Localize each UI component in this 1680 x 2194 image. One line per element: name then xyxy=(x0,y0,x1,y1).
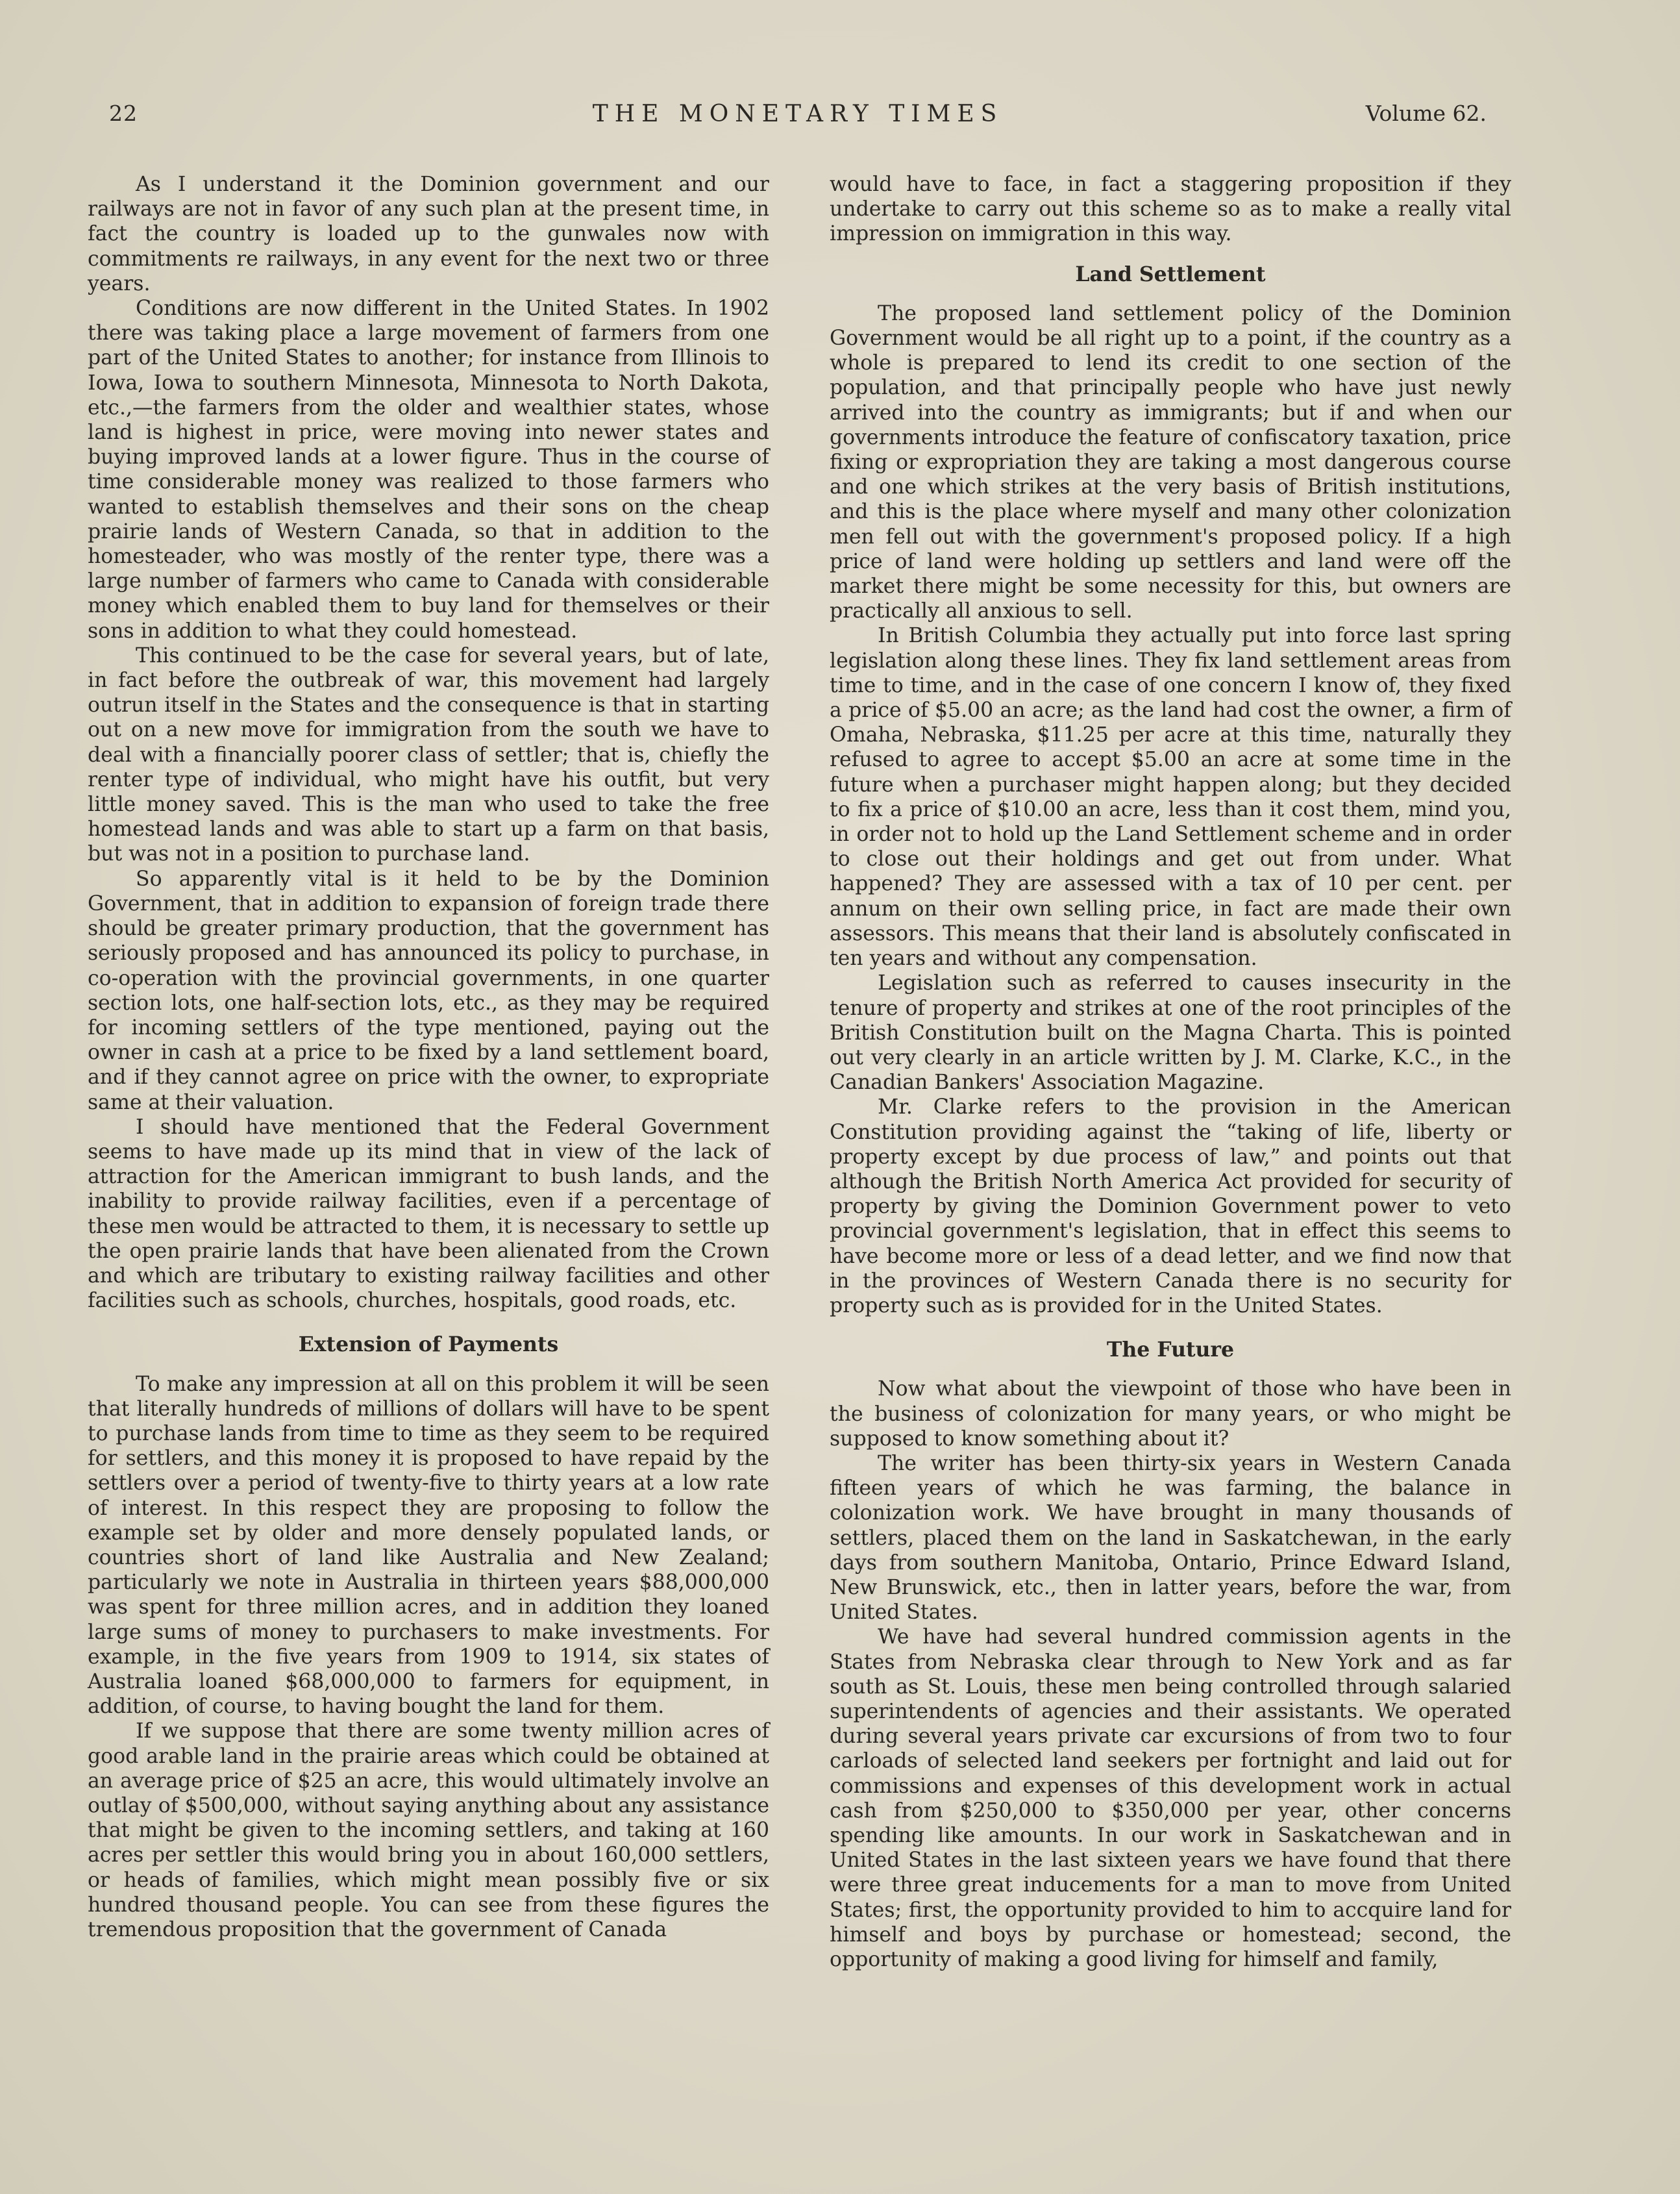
paragraph: To make any impression at all on this problem it will be seen that literally hundreds of millions of dollars will have to be spent to purchase lands from time to time as they seem to be required for settlers, and this money it is proposed to have repaid by the settlers over a period of twenty-five to thirty years at a low rate of interest. In this respect they are proposing to follow the example set by older and more densely populated lands, or countries short of land like Australia and New Zealand; particularly we note in Australia in thirteen years $88,000,000 was spent for three million acres, and in addition they loaned large sums of money to purchasers to make investments. For example, in the five years from 1909 to 1914, six states of Australia loaned $68,000,000 to farmers for equipment, in addition, of course, to having bought the land for them. xyxy=(88,1372,769,1719)
journal-title: THE MONETARY TIMES xyxy=(592,101,1004,127)
paragraph: Legislation such as referred to causes insecurity in the tenure of property and strikes at one of the root principles of the British Constitution built on the Magna Charta. This is pointed out very clearly in an article written by J. M. Clarke, K.C., in the Canadian Bankers' Association Magazine. xyxy=(830,971,1511,1095)
paragraph: The writer has been thirty-six years in Western Canada fifteen years of which he was farming, the balance in colonization work. We have brought in many thousands of settlers, placed them on the land in Saskatchewan, in the early days from southern Manitoba, Ontario, Prince Edward Island, New Brunswick, etc., then in latter years, before the war, from United States. xyxy=(830,1451,1511,1625)
paragraph: Conditions are now different in the United States. In 1902 there was taking place a large movement of farmers from one part of the United States to another; for instance from Illinois to Iowa, Iowa to southern Minnesota, Minnesota to North Dakota, etc.,—the farmers from the older and wealthier states, whose land is highest in price, were moving into newer states and buying improved lands at a lower figure. Thus in the course of time considerable money was realized to those farmers who wanted to establish themselves and their sons on the cheap prairie lands of Western Canada, so that in addition to the homesteader, who was mostly of the renter type, there was a large number of farmers who came to Canada with considerable money which enabled them to buy land for themselves or their sons in addition to what they could homestead. xyxy=(88,297,769,643)
paragraph: In British Columbia they actually put into force last spring legislation along these lines. They fix land settlement areas from time to time, and in the case of one concern I know of, they fixed a price of $5.00 an acre; as the land had cost the owner, a firm of Omaha, Nebraska, $11.25 per acre at this time, naturally they refused to agree to accept $5.00 an acre at some time in the future when a purchaser might happen along; but they decided to fix a price of $10.00 an acre, less than it cost them, mind you, in order not to hold up the Land Settlement scheme and in order to close out their holdings and get out from under. What happened? They are assessed with a tax of 10 per cent. per annum on their own selling price, in fact are made their own assessors. This means that their land is absolutely confiscated in ten years and without any compensation. xyxy=(830,624,1511,971)
section-heading-land-settlement: Land Settlement xyxy=(1075,262,1266,286)
running-head xyxy=(109,101,1487,137)
volume-label: Volume 62. xyxy=(1365,101,1487,126)
paragraph-continued: would have to face, in fact a staggering proposition if they undertake to carry out this scheme so as to make a really vital impression on immigration in this way. xyxy=(830,173,1511,246)
page-number: 22 xyxy=(109,101,138,126)
right-column xyxy=(830,172,1511,1972)
left-column xyxy=(88,172,769,1942)
paragraph: Now what about the viewpoint of those who have been in the business of colonization for many years, or who might be supposed to know something about it? xyxy=(830,1377,1511,1451)
paragraph: The proposed land settlement policy of the Dominion Government would be all right up to a point, if the country as a whole is prepared to lend its credit to one section of the population, and that principally people who have just newly arrived into the country as immigrants; but if and when our governments introduce the feature of confiscatory taxation, price fixing or expropriation they are taking a most dangerous course and one which strikes at the very basis of British institutions, and this is the place where myself and many other colonization men fell out with the government's proposed policy. If a high price of land were holding up settlers and land were off the market there might be some necessity for this, but owners are practically all anxious to sell. xyxy=(830,301,1511,623)
paragraph: This continued to be the case for several years, but of late, in fact before the outbreak of war, this movement had largely outrun itself in the States and the consequence is that in starting out on a new move for immigration from the south we have to deal with a financially poorer class of settler; that is, chiefly the renter type of individual, who might have his outfit, but very little money saved. This is the man who used to take the free homestead lands and was able to start up a farm on that basis, but was not in a position to purchase land. xyxy=(88,643,769,866)
section-heading-extension-of-payments: Extension of Payments xyxy=(298,1332,559,1357)
section-heading-the-future: The Future xyxy=(1106,1338,1235,1362)
paragraph: I should have mentioned that the Federal Government seems to have made up its mind that in view of the lack of attraction for the American immigrant to bush lands, and the inability to provide railway facilities, even if a percentage of these men would be attracted to them, it is necessary to settle up the open prairie lands that have been alienated from the Crown and which are tributary to existing railway facilities and other facilities such as schools, churches, hospitals, good roads, etc. xyxy=(88,1115,769,1313)
paragraph: As I understand it the Dominion government and our railways are not in favor of any such plan at the present time, in fact the country is loaded up to the gunwales now with commitments re railways, in any event for the next two or three years. xyxy=(88,173,769,295)
paragraph: So apparently vital is it held to be by the Dominion Government, that in addition to expansion of foreign trade there should be greater primary production, that the government has seriously proposed and has announced its policy to purchase, in co-operation with the provincial governments, in one quarter section lots, one half-section lots, etc., as they may be required for incoming settlers of the type mentioned, paying out the owner in cash at a price to be fixed by a land settlement board, and if they cannot agree on price with the owner, to expropriate same at their valuation. xyxy=(88,867,769,1114)
paragraph: We have had several hundred commission agents in the States from Nebraska clear through to New York and as far south as St. Louis, these men being controlled through salaried superintendents of agencies and their assistants. We operated during several years private car excursions of from two to four carloads of selected land seekers per fortnight and laid out for commissions and expenses of this development work in actual cash from $250,000 to $350,000 per year, other concerns spending like amounts. In our work in Saskatchewan and in United States in the last sixteen years we have found that there were three great inducements for a man to move from United States; first, the opportunity provided to him to accquire land for himself and boys by purchase or homestead; second, the opportunity of making a good living for himself and family, xyxy=(830,1625,1511,1972)
paragraph: Mr. Clarke refers to the provision in the American Constitution providing against the “taking of life, liberty or property except by due process of law,” and points out that although the British North America Act provided for security of property by giving the Dominion Government power to veto provincial government's legislation, that in effect this seems to have become more or less of a dead letter, and we find now that in the provinces of Western Canada there is no security for property such as is provided for in the United States. xyxy=(830,1095,1511,1317)
paragraph: If we suppose that there are some twenty million acres of good arable land in the prairie areas which could be obtained at an average price of $25 an acre, this would ultimately involve an outlay of $500,000, without saying anything about any assistance that might be given to the incoming settlers, and taking at 160 acres per settler this would bring you in about 160,000 settlers, or heads of families, which might mean possibly five or six hundred thousand people. You can see from these figures the tremendous proposition that the government of Canada xyxy=(88,1719,769,1942)
